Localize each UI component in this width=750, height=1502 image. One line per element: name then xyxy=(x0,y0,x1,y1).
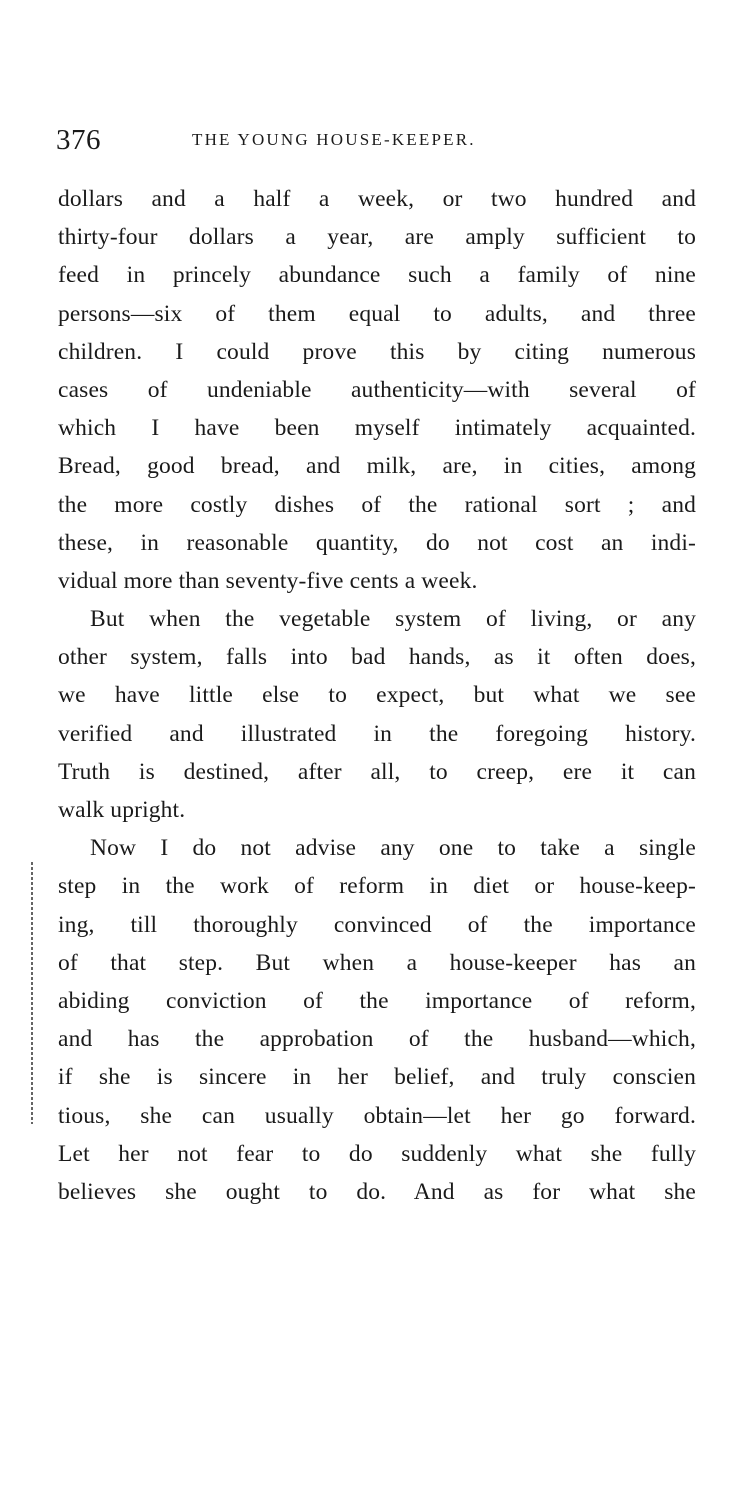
text-line: we have little else to expect, but what we see xyxy=(58,682,696,709)
text-line: feed in princely abundance such a family of nine xyxy=(58,262,696,289)
paragraph-2 xyxy=(58,600,696,829)
text-line: believes she ought to do. And as for what she xyxy=(58,1178,696,1205)
text-line: and has the approbation of the husband—which, xyxy=(58,1026,696,1053)
text-line: ing, till thoroughly convinced of the importance xyxy=(58,911,696,938)
text-line: these, in reasonable quantity, do not cost an indi- xyxy=(58,529,696,556)
text-line: Truth is destined, after all, to creep, ere it can xyxy=(58,758,696,785)
running-title: THE YOUNG HOUSE-KEEPER. xyxy=(192,130,476,149)
text-line: But when the vegetable system of living, or any xyxy=(90,606,696,633)
paragraph-3 xyxy=(58,829,696,1211)
body-text xyxy=(58,180,696,1211)
text-line: persons—six of them equal to adults, and three xyxy=(58,300,696,327)
text-line: thirty-four dollars a year, are amply sufficient to xyxy=(58,224,696,251)
text-line: verified and illustrated in the foregoing history. xyxy=(58,720,696,747)
text-line: if she is sincere in her belief, and truly conscien xyxy=(58,1064,696,1091)
text-line: Bread, good bread, and milk, are, in cities, among xyxy=(58,453,696,480)
text-line: cases of undeniable authenticity—with several of xyxy=(58,376,696,403)
text-line: abiding conviction of the importance of reform, xyxy=(58,987,696,1014)
text-line: tious, she can usually obtain—let her go forward. xyxy=(58,1102,696,1129)
text-line: step in the work of reform in diet or house-keep- xyxy=(58,873,696,900)
text-line: walk upright. xyxy=(58,797,186,823)
text-line: which I have been myself intimately acquainted. xyxy=(58,415,696,442)
text-line: Let her not fear to do suddenly what she fully xyxy=(58,1140,696,1167)
text-line: vidual more than seventy-five cents a week. xyxy=(58,567,478,594)
text-line: other system, falls into bad hands, as it often does, xyxy=(58,644,696,671)
text-line: of that step. But when a house-keeper has an xyxy=(58,949,696,976)
text-line: Now I do not advise any one to take a single xyxy=(90,835,696,862)
text-line: the more costly dishes of the rational sort ; and xyxy=(58,491,696,518)
running-head xyxy=(56,120,696,160)
margin-pencil-mark xyxy=(31,862,33,1124)
paragraph-1 xyxy=(58,180,696,600)
text-line: dollars and a half a week, or two hundred and xyxy=(58,186,696,212)
page-number: 376 xyxy=(56,124,101,156)
text-line: children. I could prove this by citing numerous xyxy=(58,338,696,365)
